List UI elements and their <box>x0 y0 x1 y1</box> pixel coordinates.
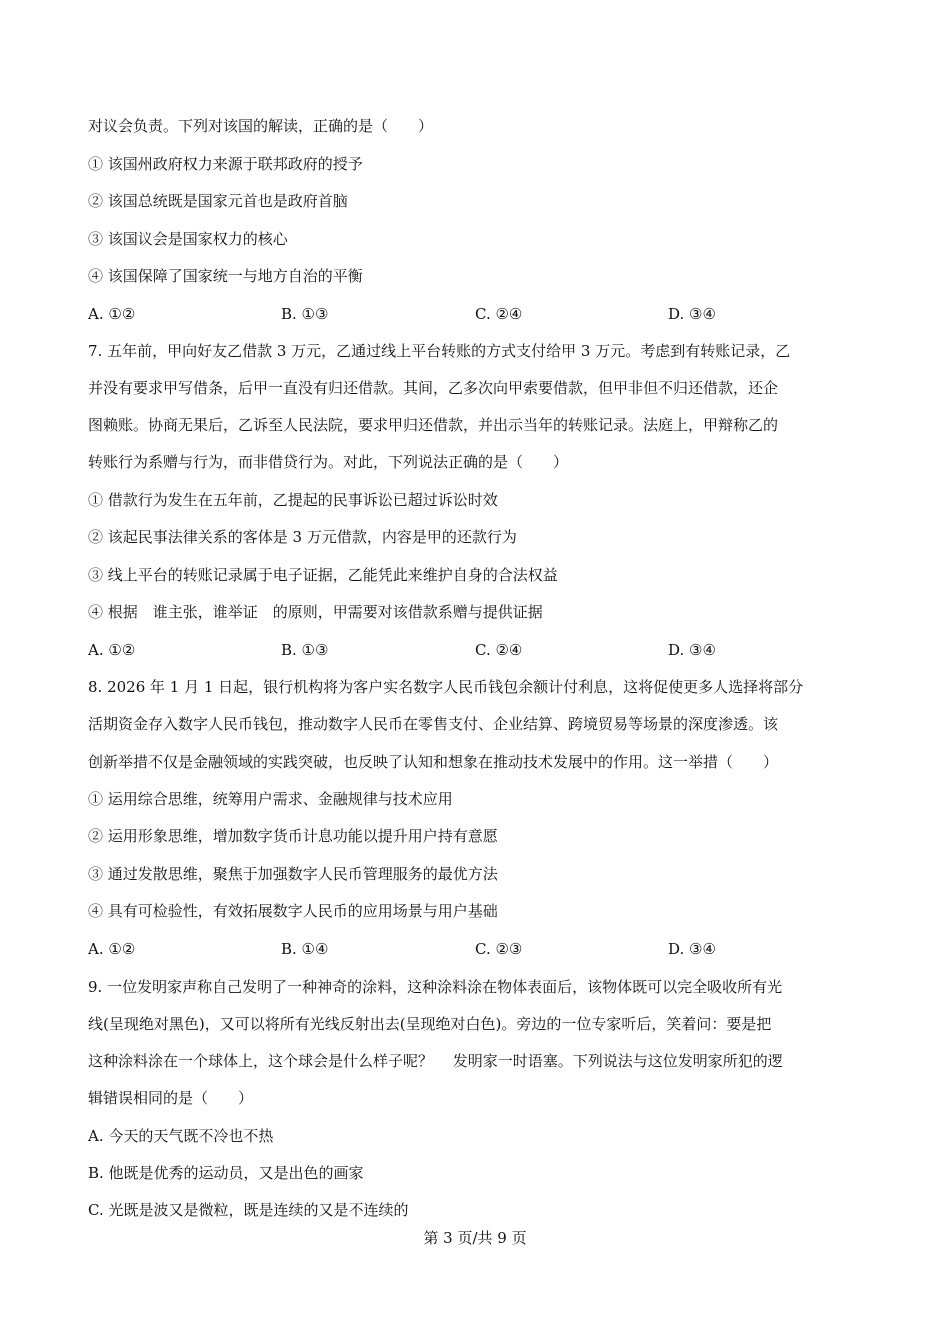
q7-option-d: D. ③④ <box>668 641 716 659</box>
q6-option-c: C. ②④ <box>475 305 523 323</box>
q8-option-c: C. ②③ <box>475 940 523 958</box>
q7-item-3: ③ 线上平台的转账记录属于电子证据，乙能凭此来维护自身的合法权益 <box>88 566 558 584</box>
q8-stem-line-3: 创新举措不仅是金融领域的实践突破，也反映了认知和想象在推动技术发展中的作用。这一举措（ ） <box>88 753 779 771</box>
q8-item-1: ① 运用综合思维，统筹用户需求、金融规律与技术应用 <box>88 790 453 808</box>
q8-item-4: ④ 具有可检验性，有效拓展数字人民币的应用场景与用户基础 <box>88 902 498 920</box>
q7-stem-line-4: 转账行为系赠与行为，而非借贷行为。对此，下列说法正确的是（ ） <box>88 453 569 471</box>
q7-options <box>0 640 950 660</box>
q8-item-2: ② 运用形象思维，增加数字货币计息功能以提升用户持有意愿 <box>88 827 498 845</box>
q7-stem-line-2: 并没有要求甲写借条，后甲一直没有归还借款。其间，乙多次向甲索要借款，但甲非但不归还借款，还企 <box>88 379 779 397</box>
q6-item-2: ② 该国总统既是国家元首也是政府首脑 <box>88 192 348 210</box>
q7-item-1: ① 借款行为发生在五年前，乙提起的民事诉讼已超过诉讼时效 <box>88 491 498 509</box>
q7-option-c: C. ②④ <box>475 641 523 659</box>
q9-stem-line-4: 辑错误相同的是（ ） <box>88 1089 254 1107</box>
q7-option-a: A. ①② <box>88 641 136 659</box>
q6-option-a: A. ①② <box>88 305 136 323</box>
q6-item-1: ① 该国州政府权力来源于联邦政府的授予 <box>88 155 363 173</box>
q6-stem-tail: 对议会负责。下列对该国的解读，正确的是（ ） <box>88 117 434 135</box>
q6-item-3: ③ 该国议会是国家权力的核心 <box>88 230 288 248</box>
q8-item-3: ③ 通过发散思维，聚焦于加强数字人民币管理服务的最优方法 <box>88 865 498 883</box>
q9-option-b: B. 他既是优秀的运动员，又是出色的画家 <box>88 1164 364 1182</box>
q8-option-d: D. ③④ <box>668 940 716 958</box>
q7-item-4: ④ 根据 谁主张，谁举证 的原则，甲需要对该借款系赠与提供证据 <box>88 603 543 621</box>
q8-options <box>0 939 950 959</box>
q9-stem-line-3: 这种涂料涂在一个球体上，这个球会是什么样子呢？ 发明家一时语塞。下列说法与这位发明家所犯的逻 <box>88 1052 783 1070</box>
q8-stem-line-1: 8. 2026 年 1 月 1 日起，银行机构将为客户实名数字人民币钱包余额计付利息，这将促使更多人选择将部分 <box>88 678 804 696</box>
q6-option-b: B. ①③ <box>281 305 329 323</box>
q8-stem-line-2: 活期资金存入数字人民币钱包，推动数字人民币在零售支付、企业结算、跨境贸易等场景的深度渗透。该 <box>88 715 779 733</box>
q7-option-b: B. ①③ <box>281 641 329 659</box>
q8-option-a: A. ①② <box>88 940 136 958</box>
q9-stem-line-2: 线(呈现绝对黑色)，又可以将所有光线反射出去(呈现绝对白色)。旁边的一位专家听后，笑着问：要是把 <box>88 1015 772 1033</box>
q6-options <box>0 304 950 324</box>
page-footer: 第 3 页/共 9 页 <box>423 1229 527 1247</box>
q9-stem-line-1: 9. 一位发明家声称自己发明了一种神奇的涂料，这种涂料涂在物体表面后，该物体既可以完全吸收所有光 <box>88 978 783 996</box>
q8-option-b: B. ①④ <box>281 940 329 958</box>
q7-item-2: ② 该起民事法律关系的客体是 3 万元借款，内容是甲的还款行为 <box>88 528 517 546</box>
q9-option-c: C. 光既是波又是微粒，既是连续的又是不连续的 <box>88 1201 409 1219</box>
q7-stem-line-1: 7. 五年前，甲向好友乙借款 3 万元，乙通过线上平台转账的方式支付给甲 3 万元。考虑到有转账记录，乙 <box>88 342 791 360</box>
q6-option-d: D. ③④ <box>668 305 716 323</box>
q7-stem-line-3: 图赖账。协商无果后，乙诉至人民法院，要求甲归还借款，并出示当年的转账记录。法庭上，甲辩称乙的 <box>88 416 779 434</box>
q6-item-4: ④ 该国保障了国家统一与地方自治的平衡 <box>88 267 363 285</box>
q9-option-a: A. 今天的天气既不冷也不热 <box>88 1127 274 1145</box>
